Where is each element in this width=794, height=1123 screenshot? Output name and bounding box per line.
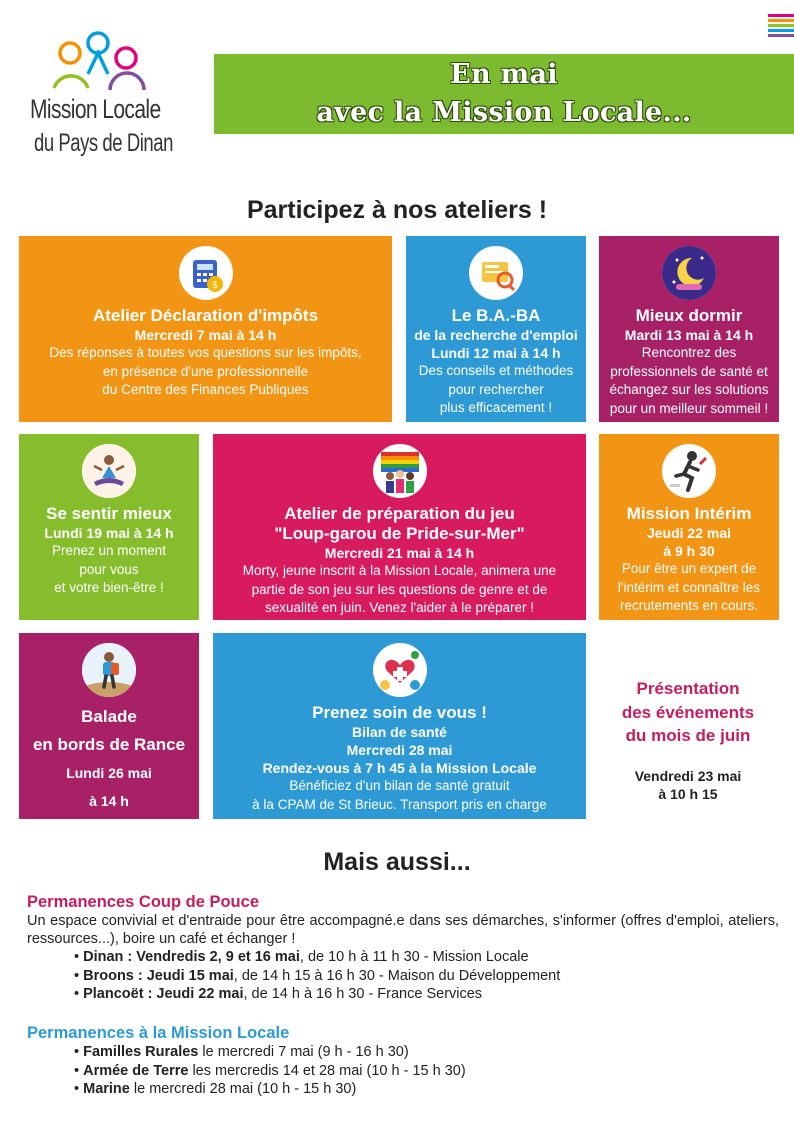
juin-date: Vendredi 23 mai xyxy=(634,767,742,784)
card-desc: l'intérim et connaître les xyxy=(617,579,761,595)
list-item: • Armée de Terre les mercredis 14 et 28 mai (10 h - 15 h 30) xyxy=(74,1062,779,1081)
card-sante xyxy=(213,633,586,819)
card-title: Atelier Déclaration d'impôts xyxy=(92,306,319,325)
card-date: Lundi 26 mai xyxy=(66,765,152,781)
card-se-sentir-mieux xyxy=(19,434,199,620)
card-desc: échangez sur les solutions xyxy=(609,382,769,397)
sleep-moon-icon xyxy=(662,246,716,300)
juin-time: à 10 h 15 xyxy=(658,785,718,802)
card-time: à 9 h 30 xyxy=(663,543,715,559)
coup-de-pouce-list xyxy=(27,948,779,1004)
card-desc: plus efficacement ! xyxy=(439,400,553,415)
card-desc: pour un meilleur sommeil ! xyxy=(609,400,769,416)
card-date: Mercredi 21 mai à 14 h xyxy=(324,545,475,561)
juin-title: du mois de juin xyxy=(625,726,751,745)
list-item: • Marine le mercredi 28 mai (10 h - 15 h 30) xyxy=(74,1080,779,1099)
tax-calculator-icon xyxy=(179,246,233,300)
list-item: • Plancoët : Jeudi 22 mai, de 14 h à 16 h 30 - France Services xyxy=(74,985,779,1004)
people-logo-icon xyxy=(48,30,158,92)
card-date: Lundi 12 mai à 14 h xyxy=(431,345,561,361)
card-dormir xyxy=(599,236,779,422)
card-desc: du Centre des Finances Publiques xyxy=(102,382,309,397)
juin-title: des événements xyxy=(621,702,755,722)
card-title: Balade xyxy=(81,707,137,726)
header-banner xyxy=(214,54,794,134)
permanences-section xyxy=(27,1023,779,1099)
coup-de-pouce-section xyxy=(27,892,779,1004)
card-desc: sexualité en juin. Venez l'aider à le préparer ! xyxy=(265,600,534,615)
mais-aussi-title: Mais aussi... xyxy=(323,848,471,876)
card-meeting: Rendez-vous à 7 h 45 à la Mission Locale xyxy=(262,760,537,776)
card-desc: Prenez un moment xyxy=(51,543,167,558)
permanences-list xyxy=(27,1043,779,1099)
card-desc: Bénéficiez d'un bilan de santé gratuit xyxy=(289,778,510,793)
svg-text:$: $ xyxy=(211,280,218,291)
card-interim xyxy=(599,434,779,620)
card-desc: professionnels de santé et xyxy=(610,363,768,379)
card-title: Mission Intérim xyxy=(626,504,752,523)
card-subtitle: Bilan de santé xyxy=(352,724,447,740)
card-desc: Pour être un expert de xyxy=(621,561,757,576)
card-title: Se sentir mieux xyxy=(46,504,172,523)
logo-title: Mission Locale xyxy=(30,94,161,124)
list-item: • Familles Rurales le mercredi 7 mai (9 h - 16 h 30) xyxy=(74,1043,779,1062)
health-care-icon xyxy=(373,643,427,697)
banner-line-1: En mai xyxy=(450,59,558,90)
list-item: • Broons : Jeudi 15 mai, de 14 h 15 à 16 h 30 - Maison du Développement xyxy=(74,967,779,986)
banner-line-2: avec la Mission Locale... xyxy=(316,97,692,128)
card-desc: pour vous xyxy=(79,561,139,577)
card-date: Mardi 13 mai à 14 h xyxy=(624,327,754,343)
card-title-2: "Loup-garou de Pride-sur-Mer" xyxy=(274,524,525,543)
card-desc: Des conseils et méthodes xyxy=(418,363,574,378)
card-balade xyxy=(19,633,199,819)
card-impots xyxy=(19,236,392,422)
job-search-icon xyxy=(469,246,523,300)
pride-group-icon xyxy=(373,444,427,498)
card-date: Jeudi 22 mai xyxy=(646,525,732,541)
card-date: Mercredi 28 mai xyxy=(346,742,453,758)
card-subtitle: de la recherche d'emploi xyxy=(414,327,578,343)
card-title: Prenez soin de vous ! xyxy=(312,703,487,722)
card-title: Atelier de préparation du jeu xyxy=(284,504,515,523)
logo-subtitle: du Pays de Dinan xyxy=(34,129,173,157)
card-loup-garou xyxy=(213,434,586,620)
coup-de-pouce-heading: Permanences Coup de Pouce xyxy=(27,893,259,911)
card-desc: partie de son jeu sur les questions de genre et de xyxy=(251,581,548,597)
card-desc: Morty, jeune inscrit à la Mission Locale, animera une xyxy=(242,563,557,578)
card-desc: à la CPAM de St Brieuc. Transport pris en charge xyxy=(252,796,547,812)
card-desc: Des réponses à toutes vos questions sur les impôts, xyxy=(49,345,362,360)
card-desc: en présence d'une professionnelle xyxy=(102,363,309,379)
hiker-icon xyxy=(82,643,136,697)
card-desc: Rencontrez des xyxy=(641,345,737,360)
menu-stripes-icon xyxy=(768,14,794,40)
card-title: Le B.A.-BA xyxy=(451,306,541,325)
coup-de-pouce-text: Un espace convivial et d'entraide pour être accompagné.e dans ses démarches, s'informer (offres d'emploi, ateliers, ressources...), boire un café et échanger ! xyxy=(27,913,779,947)
card-date: Mercredi 7 mai à 14 h xyxy=(134,327,277,343)
mission-locale-logo xyxy=(28,30,188,160)
card-desc: et votre bien-être ! xyxy=(54,580,164,595)
list-item: • Dinan : Vendredis 2, 9 et 16 mai, de 10 h à 11 h 30 - Mission Locale xyxy=(74,948,779,967)
meditation-icon xyxy=(82,444,136,498)
card-title-2: en bords de Rance xyxy=(32,735,186,754)
card-time: à 14 h xyxy=(89,793,129,809)
card-desc: pour rechercher xyxy=(448,381,544,397)
ateliers-title: Participez à nos ateliers ! xyxy=(246,196,548,224)
card-date: Lundi 19 mai à 14 h xyxy=(44,525,174,541)
card-title: Mieux dormir xyxy=(635,306,743,325)
card-desc: recrutements en cours. xyxy=(619,598,759,613)
permanences-heading: Permanences à la Mission Locale xyxy=(27,1024,290,1042)
card-baba xyxy=(406,236,586,422)
juin-presentation xyxy=(598,677,778,803)
running-worker-icon xyxy=(662,444,716,498)
juin-title: Présentation xyxy=(636,679,740,698)
